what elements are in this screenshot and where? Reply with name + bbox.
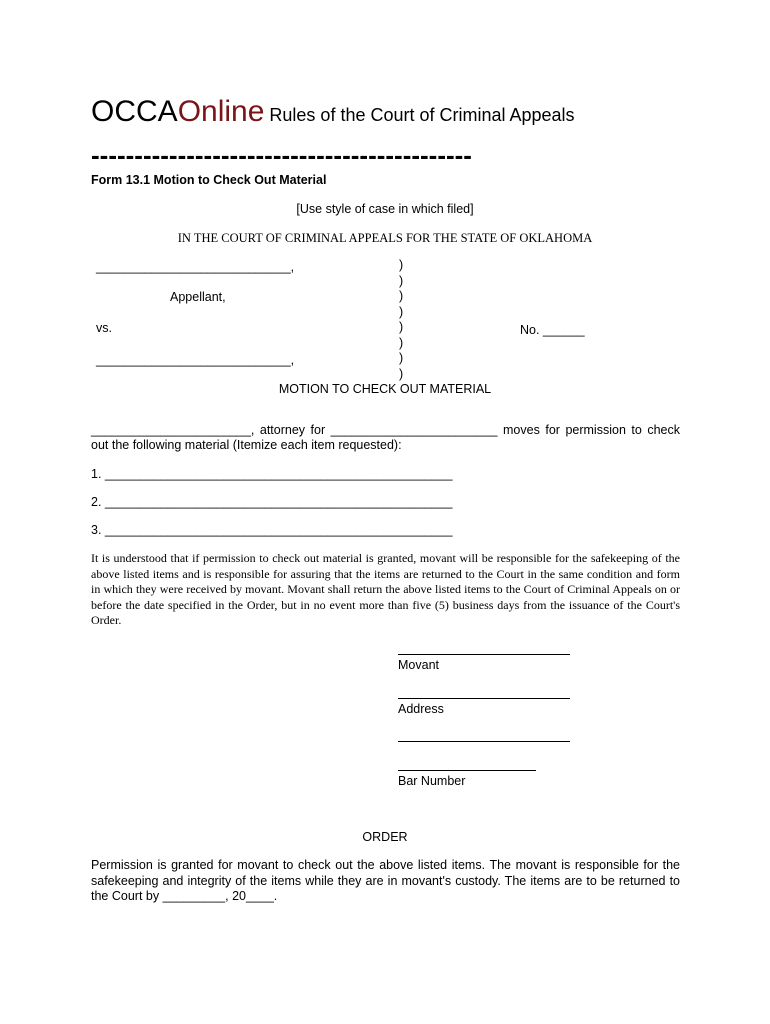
- item-line-2: 2. __________________________________________________: [91, 495, 453, 509]
- page-header-title: [91, 93, 575, 134]
- caption-parentheses: ) ) ) ) ) ) ) ): [399, 258, 404, 381]
- court-name: IN THE COURT OF CRIMINAL APPEALS FOR THE STATE OF OKLAHOMA: [177, 231, 593, 245]
- motion-title: MOTION TO CHECK OUT MATERIAL: [278, 382, 492, 396]
- style-note: [Use style of case in which filed]: [296, 202, 474, 216]
- form-title: Form 13.1 Motion to Check Out Material: [91, 173, 327, 187]
- intro-paragraph: _______________________, attorney for ________________________ moves for permission to check out the following material (Itemize each item requested):: [91, 423, 680, 452]
- item-line-3: 3. __________________________________________________: [91, 523, 453, 537]
- order-paragraph: Permission is granted for movant to check out the above listed items. The movant is responsible for the safekeeping and integrity of the items while they are in movant's custody. The items are to be returned to the Court by _________, 20____.: [91, 858, 680, 903]
- vs-label: vs.: [96, 321, 112, 335]
- appellee-blank: ____________________________,: [96, 353, 295, 367]
- bar-number-line: [398, 770, 536, 771]
- case-number-label: No. ______: [520, 323, 585, 337]
- movant-label: Movant: [398, 658, 439, 672]
- brand-occa: OCCA: [91, 95, 178, 128]
- responsibility-paragraph: It is understood that if permission to check out material is granted, movant will be responsible for the safekeeping of the above listed items and is responsible for assuring that the items are returned to the Court in the same condition and form in which they were received by movant. Movant shall return the above listed items to the Court of Criminal Appeals on or before the date specified in the Order, but in no event more than five (5) business days from the issuance of the Court's Order.: [91, 551, 680, 627]
- rules-title: Rules of the Court of Criminal Appeals: [264, 105, 575, 125]
- address-line-2: [398, 741, 570, 742]
- address-label: Address: [398, 702, 444, 716]
- address-line: [398, 698, 570, 699]
- bar-number-label: Bar Number: [398, 774, 466, 788]
- header-divider: --------------------------------------------: [91, 140, 472, 170]
- brand-online: Online: [177, 95, 265, 128]
- appellant-label: Appellant,: [170, 290, 226, 304]
- movant-signature-line: [398, 654, 570, 655]
- item-line-1: 1. __________________________________________________: [91, 467, 453, 481]
- appellant-blank: ____________________________,: [96, 260, 295, 274]
- order-title: ORDER: [362, 830, 408, 844]
